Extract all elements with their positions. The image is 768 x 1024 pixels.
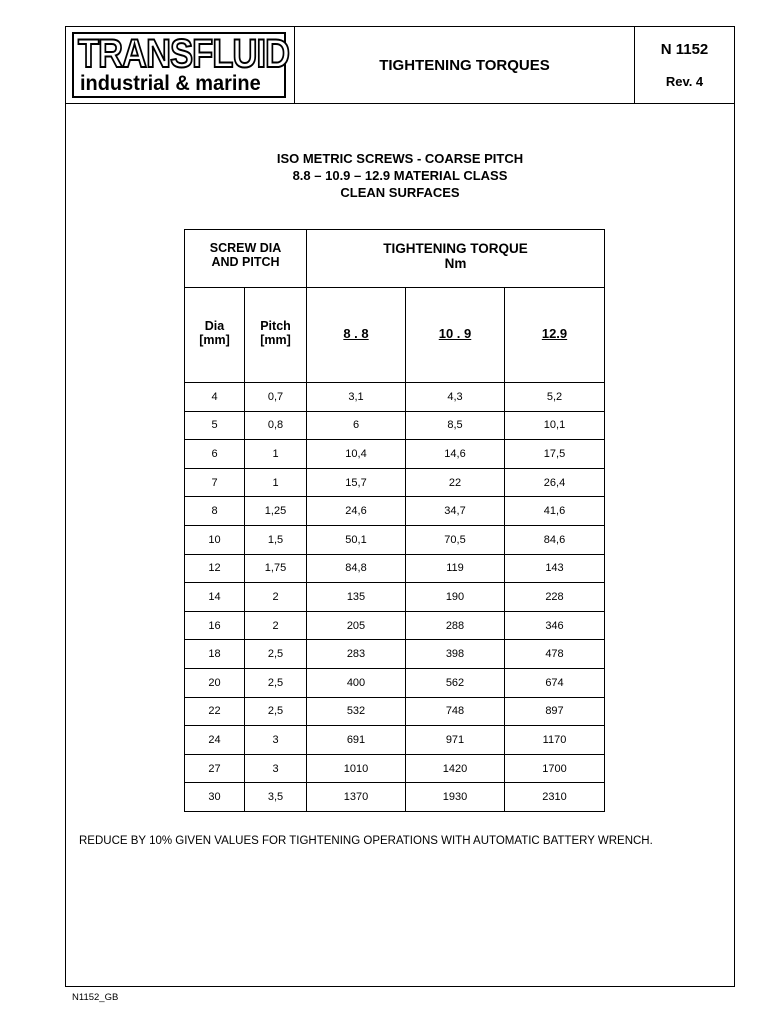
col-header-class-12-9 xyxy=(505,288,605,383)
table-row xyxy=(185,554,605,583)
table-row xyxy=(185,783,605,812)
cell-torque-12-9: 897 xyxy=(505,697,605,726)
cell-torque-10-9: 1930 xyxy=(406,783,505,812)
table-row xyxy=(185,525,605,554)
screw-dia-header-line1: SCREW DIA xyxy=(209,241,282,255)
cell-torque-12-9: 26,4 xyxy=(505,468,605,497)
table-row xyxy=(185,697,605,726)
cell-torque-10-9: 288 xyxy=(406,611,505,640)
document-frame xyxy=(65,26,735,987)
torque-rows xyxy=(185,383,605,812)
footer-code: N1152_GB xyxy=(72,992,119,1003)
cell-dia: 27 xyxy=(185,754,245,783)
cell-pitch: 2,5 xyxy=(245,640,307,669)
col-header-class-8-8 xyxy=(307,288,406,383)
cell-torque-10-9: 34,7 xyxy=(406,497,505,526)
tightening-torque-header xyxy=(307,230,605,288)
cell-pitch: 0,7 xyxy=(245,383,307,412)
cell-dia: 10 xyxy=(185,525,245,554)
cell-torque-10-9: 190 xyxy=(406,583,505,612)
screw-dia-header-line2: AND PITCH xyxy=(211,255,280,269)
heading-line-3: CLEAN SURFACES xyxy=(340,185,460,200)
cell-torque-12-9: 143 xyxy=(505,554,605,583)
cell-dia: 24 xyxy=(185,726,245,755)
torque-table xyxy=(184,229,605,812)
col-header-class-10-9 xyxy=(406,288,505,383)
table-row xyxy=(185,497,605,526)
torque-header-line2: Nm xyxy=(444,256,467,271)
screw-dia-pitch-header xyxy=(185,230,307,288)
torque-header-line1: TIGHTENING TORQUE xyxy=(383,241,528,256)
cell-torque-8-8: 1010 xyxy=(307,754,406,783)
cell-torque-8-8: 24,6 xyxy=(307,497,406,526)
cell-torque-8-8: 691 xyxy=(307,726,406,755)
battery-wrench-note: REDUCE BY 10% GIVEN VALUES FOR TIGHTENING OPERATIONS WITH AUTOMATIC BATTERY WRENCH. xyxy=(79,835,653,847)
cell-pitch: 1,75 xyxy=(245,554,307,583)
cell-torque-10-9: 14,6 xyxy=(406,440,505,469)
cell-torque-12-9: 1170 xyxy=(505,726,605,755)
cell-torque-12-9: 41,6 xyxy=(505,497,605,526)
class-10-9-label: 10 . 9 xyxy=(438,326,472,341)
cell-torque-8-8: 10,4 xyxy=(307,440,406,469)
cell-torque-12-9: 10,1 xyxy=(505,411,605,440)
logo-cell xyxy=(66,27,295,103)
table-row xyxy=(185,668,605,697)
cell-dia: 6 xyxy=(185,440,245,469)
cell-torque-8-8: 135 xyxy=(307,583,406,612)
col-header-dia xyxy=(185,288,245,383)
cell-dia: 8 xyxy=(185,497,245,526)
cell-dia: 12 xyxy=(185,554,245,583)
cell-pitch: 2 xyxy=(245,611,307,640)
table-row xyxy=(185,440,605,469)
col-header-dia-line1: Dia xyxy=(204,319,225,333)
document-title: TIGHTENING TORQUES xyxy=(295,27,635,103)
table-row xyxy=(185,726,605,755)
table-row xyxy=(185,383,605,412)
cell-torque-8-8: 532 xyxy=(307,697,406,726)
document-number: N 1152 xyxy=(660,41,709,58)
cell-pitch: 1 xyxy=(245,468,307,497)
col-header-pitch xyxy=(245,288,307,383)
cell-pitch: 0,8 xyxy=(245,411,307,440)
cell-torque-8-8: 400 xyxy=(307,668,406,697)
cell-dia: 4 xyxy=(185,383,245,412)
class-12-9-label: 12.9 xyxy=(541,326,568,341)
cell-dia: 18 xyxy=(185,640,245,669)
cell-pitch: 1,5 xyxy=(245,525,307,554)
cell-torque-12-9: 346 xyxy=(505,611,605,640)
cell-pitch: 2 xyxy=(245,583,307,612)
cell-torque-10-9: 562 xyxy=(406,668,505,697)
col-header-pitch-line2: [mm] xyxy=(260,333,291,347)
col-header-dia-line2: [mm] xyxy=(199,333,230,347)
cell-torque-8-8: 6 xyxy=(307,411,406,440)
cell-torque-12-9: 17,5 xyxy=(505,440,605,469)
cell-pitch: 3 xyxy=(245,726,307,755)
cell-torque-12-9: 2310 xyxy=(505,783,605,812)
cell-torque-8-8: 50,1 xyxy=(307,525,406,554)
company-logo xyxy=(72,32,290,98)
cell-torque-12-9: 478 xyxy=(505,640,605,669)
cell-torque-12-9: 674 xyxy=(505,668,605,697)
cell-pitch: 3 xyxy=(245,754,307,783)
table-row xyxy=(185,611,605,640)
cell-torque-8-8: 205 xyxy=(307,611,406,640)
cell-torque-10-9: 4,3 xyxy=(406,383,505,412)
cell-torque-10-9: 748 xyxy=(406,697,505,726)
cell-torque-10-9: 119 xyxy=(406,554,505,583)
cell-dia: 7 xyxy=(185,468,245,497)
cell-pitch: 2,5 xyxy=(245,697,307,726)
heading-line-2: 8.8 – 10.9 – 12.9 MATERIAL CLASS xyxy=(292,168,508,183)
heading-line-1: ISO METRIC SCREWS - COARSE PITCH xyxy=(276,151,524,166)
document-revision: Rev. 4 xyxy=(665,74,704,89)
col-header-pitch-line1: Pitch xyxy=(260,319,291,333)
cell-torque-10-9: 22 xyxy=(406,468,505,497)
cell-dia: 30 xyxy=(185,783,245,812)
cell-torque-12-9: 5,2 xyxy=(505,383,605,412)
cell-torque-8-8: 283 xyxy=(307,640,406,669)
cell-torque-8-8: 3,1 xyxy=(307,383,406,412)
cell-dia: 14 xyxy=(185,583,245,612)
cell-torque-10-9: 70,5 xyxy=(406,525,505,554)
cell-pitch: 2,5 xyxy=(245,668,307,697)
table-row xyxy=(185,411,605,440)
logo-wordmark: TRANSFLUID xyxy=(78,32,290,76)
cell-torque-10-9: 398 xyxy=(406,640,505,669)
document-header xyxy=(66,27,734,104)
table-row xyxy=(185,640,605,669)
cell-torque-12-9: 1700 xyxy=(505,754,605,783)
table-row xyxy=(185,468,605,497)
cell-pitch: 1 xyxy=(245,440,307,469)
cell-torque-8-8: 84,8 xyxy=(307,554,406,583)
cell-torque-12-9: 84,6 xyxy=(505,525,605,554)
cell-pitch: 3,5 xyxy=(245,783,307,812)
cell-torque-12-9: 228 xyxy=(505,583,605,612)
table-row xyxy=(185,583,605,612)
document-code-cell xyxy=(635,27,734,103)
logo-tagline: industrial & marine xyxy=(80,72,261,95)
table-row xyxy=(185,754,605,783)
cell-torque-8-8: 15,7 xyxy=(307,468,406,497)
cell-dia: 16 xyxy=(185,611,245,640)
cell-dia: 5 xyxy=(185,411,245,440)
cell-torque-10-9: 8,5 xyxy=(406,411,505,440)
cell-torque-10-9: 971 xyxy=(406,726,505,755)
cell-dia: 22 xyxy=(185,697,245,726)
cell-pitch: 1,25 xyxy=(245,497,307,526)
cell-dia: 20 xyxy=(185,668,245,697)
class-8-8-label: 8 . 8 xyxy=(343,326,369,341)
cell-torque-10-9: 1420 xyxy=(406,754,505,783)
cell-torque-8-8: 1370 xyxy=(307,783,406,812)
